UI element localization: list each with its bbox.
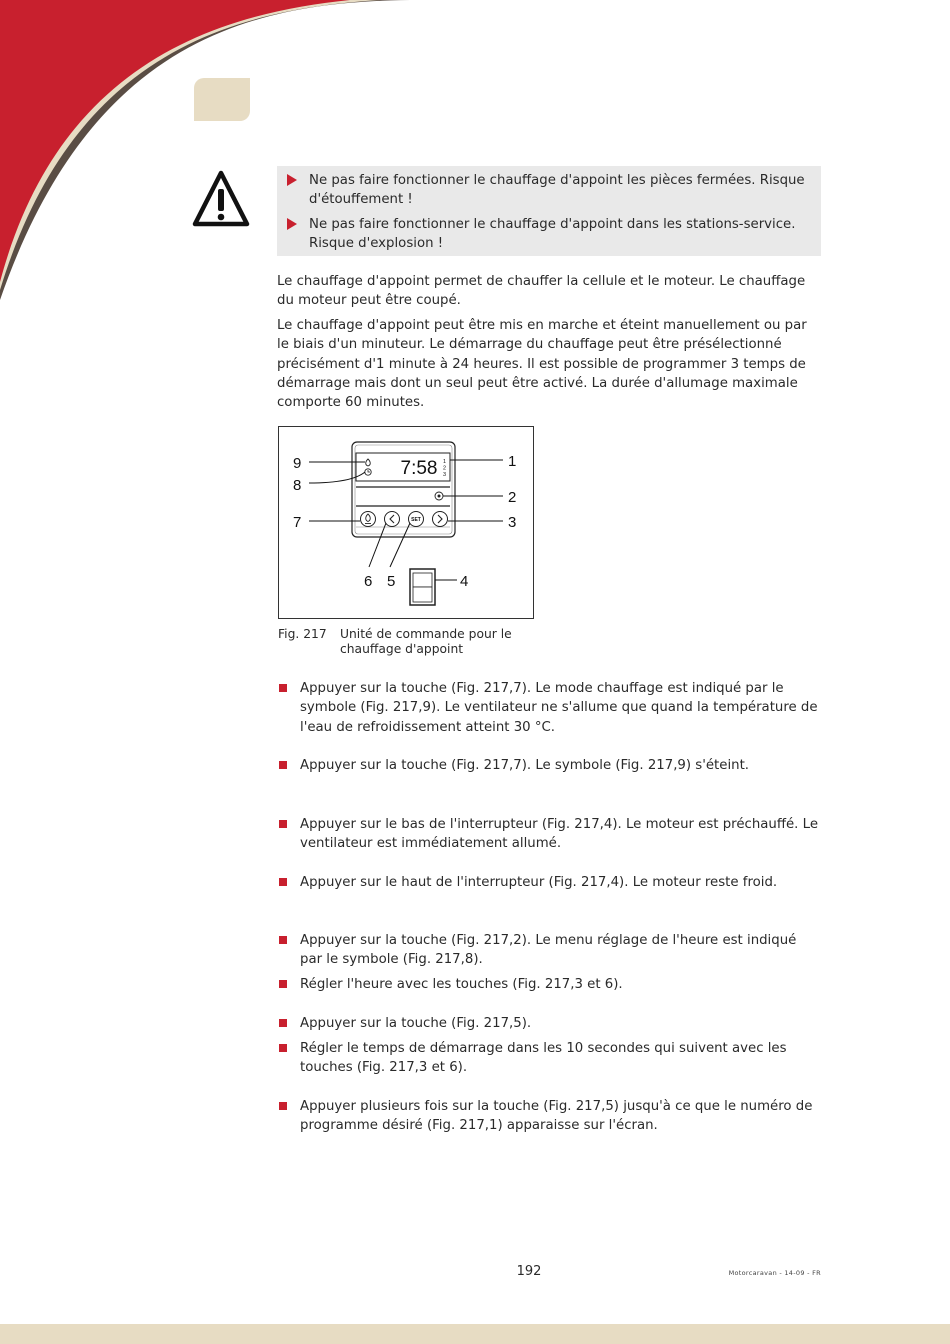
step-text: Appuyer sur la touche (Fig. 217,7). Le symbole (Fig. 217,9) s'éteint. bbox=[300, 758, 750, 773]
callout-number: 8 bbox=[293, 477, 302, 494]
square-bullet-icon bbox=[279, 980, 287, 988]
set-button-label: SET bbox=[411, 517, 421, 523]
square-bullet-icon bbox=[279, 684, 287, 692]
square-bullet-icon bbox=[279, 820, 287, 828]
left-arrow-button[interactable] bbox=[385, 512, 400, 527]
callout-number: 6 bbox=[364, 573, 373, 590]
callout-number: 7 bbox=[293, 514, 302, 531]
callout-number: 3 bbox=[508, 514, 517, 531]
engine-heating-switch[interactable] bbox=[410, 569, 435, 605]
program-digit: 3 bbox=[443, 472, 447, 478]
step-text: Appuyer sur la touche (Fig. 217,2). Le menu réglage de l'heure est indiqué par le symbole (Fig. 217,8). bbox=[300, 933, 797, 968]
step-text: Régler l'heure avec les touches (Fig. 217,3 et 6). bbox=[300, 977, 623, 992]
page-number: 192 bbox=[516, 1264, 542, 1279]
step-text: Appuyer sur la touche (Fig. 217,5). bbox=[300, 1016, 532, 1031]
heat-button[interactable] bbox=[361, 512, 376, 527]
callout-number: 2 bbox=[508, 489, 517, 506]
warning-box bbox=[277, 166, 821, 256]
bottom-band bbox=[0, 1324, 950, 1344]
step-text: Appuyer sur la touche (Fig. 217,7). Le mode chauffage est indiqué par le symbole (Fig. 217,9). Le ventilateur ne s'allume que quand la température de l'eau de refroidissement atteint 30 °C. bbox=[300, 681, 818, 735]
document-reference: Motorcaravan - 14-09 - FR bbox=[728, 1269, 821, 1277]
intro-paragraph: Le chauffage d'appoint peut être mis en marche et éteint manuellement ou par le biais d'un minuteur. Le démarrage du chauffage peut être présélectionné précisément d'1 minute à 24 heures. Il est possible de programmer 3 temps de démarrage mais dont un seul peut être activé. La durée d'allumage maximale comporte 60 minutes. bbox=[277, 318, 807, 411]
square-bullet-icon bbox=[279, 936, 287, 944]
program-digit: 2 bbox=[443, 465, 447, 472]
arrow-right-icon bbox=[287, 174, 297, 186]
warning-triangle-icon bbox=[192, 170, 250, 228]
callout-number: 9 bbox=[293, 455, 302, 472]
square-bullet-icon bbox=[279, 761, 287, 769]
step-text: Appuyer sur le haut de l'interrupteur (Fig. 217,4). Le moteur reste froid. bbox=[300, 875, 778, 890]
control-unit-illustration bbox=[279, 427, 535, 620]
square-bullet-icon bbox=[279, 1019, 287, 1027]
arrow-right-icon bbox=[287, 218, 297, 230]
warning-text: Ne pas faire fonctionner le chauffage d'appoint dans les stations-service. Risque d'explosion ! bbox=[309, 217, 796, 251]
intro-paragraph: Le chauffage d'appoint permet de chauffer la cellule et le moteur. Le chauffage du moteur peut être coupé. bbox=[277, 274, 806, 309]
chapter-tab-marker bbox=[194, 78, 250, 121]
set-button[interactable] bbox=[409, 512, 424, 527]
right-arrow-button[interactable] bbox=[433, 512, 448, 527]
callout-number: 1 bbox=[508, 453, 517, 470]
figure-caption-text: Unité de commande pour le chauffage d'appoint bbox=[340, 627, 512, 656]
figure-frame bbox=[278, 426, 534, 619]
step-text: Appuyer plusieurs fois sur la touche (Fig. 217,5) jusqu'à ce que le numéro de programme désiré (Fig. 217,1) apparaisse sur l'écran. bbox=[300, 1099, 813, 1134]
square-bullet-icon bbox=[279, 1044, 287, 1052]
step-text: Appuyer sur le bas de l'interrupteur (Fig. 217,4). Le moteur est préchauffé. Le ventilateur est immédiatement allumé. bbox=[300, 817, 818, 852]
warning-text: Ne pas faire fonctionner le chauffage d'appoint les pièces fermées. Risque d'étouffement ! bbox=[309, 173, 805, 207]
display-time: 7:58 bbox=[400, 458, 438, 479]
program-digit: 1 bbox=[443, 459, 447, 465]
square-bullet-icon bbox=[279, 1102, 287, 1110]
figure-caption-number: Fig. 217 bbox=[278, 627, 327, 641]
clock-button[interactable] bbox=[435, 492, 443, 500]
step-text: Régler le temps de démarrage dans les 10 secondes qui suivent avec les touches (Fig. 217,3 et 6). bbox=[300, 1041, 787, 1076]
callout-number: 4 bbox=[460, 573, 469, 590]
square-bullet-icon bbox=[279, 878, 287, 886]
callout-number: 5 bbox=[387, 573, 396, 590]
